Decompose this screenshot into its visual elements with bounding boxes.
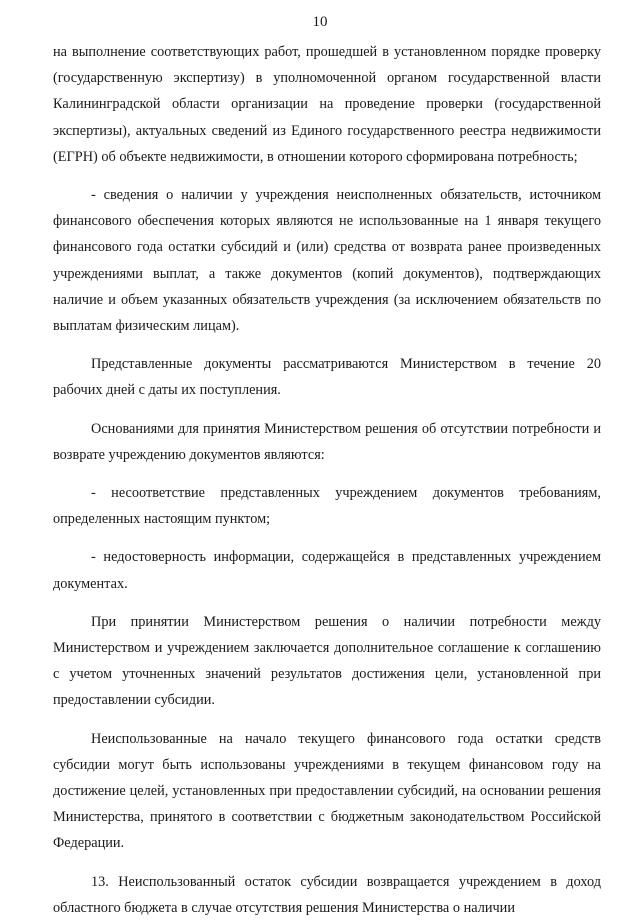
paragraph-review-period: Представленные документы рассматриваются Министерством в течение 20 рабочих дней с даты их поступления.	[53, 356, 601, 399]
document-body	[53, 39, 601, 921]
page-number: 10	[312, 14, 328, 30]
paragraph-additional-agreement: При принятии Министерством решения о наличии потребности между Министерством и учреждением заключается дополнительное соглашение к соглашению с учетом уточненных значений результатов достижения цели, установленной при предоставлении субсидии.	[53, 613, 601, 709]
paragraph-ground-nonconformity: - несоответствие представленных учреждением документов требованиям, определенных настоящим пунктом;	[53, 485, 601, 528]
paragraph-refusal-grounds: Основаниями для принятия Министерством решения об отсутствии потребности и возврате учреждению документов являются:	[53, 420, 601, 463]
paragraph-clause-13: 13. Неиспользованный остаток субсидии возвращается учреждением в доход областного бюджета в случае отсутствия решения Министерства о наличии	[53, 873, 601, 916]
paragraph-ground-unreliability: - недостоверность информации, содержащейся в представленных учреждением документах.	[53, 549, 601, 592]
paragraph-unused-balances: Неиспользованные на начало текущего финансового года остатки средств субсидии могут быть использованы учреждениями в текущем финансовом году на достижение целей, установленных при предоставлении субсидий, на основании решения Министерства, принятого в соответствии с бюджетным законодательством Российской Федерации.	[53, 730, 601, 852]
paragraph-obligations-info: - сведения о наличии у учреждения неисполненных обязательств, источником финансового обеспечения которых являются не использованные на 1 января текущего финансового года остатки субсидий и (или) средства от возврата ранее произведенных учреждениями выплат, а также документов (копий документов), подтверждающих наличие и объем указанных обязательств учреждения (за исключением обязательств по выплатам физическим лицам).	[53, 187, 601, 335]
paragraph-continuation: на выполнение соответствующих работ, прошедшей в установленном порядке проверку (государственную экспертизу) в уполномоченной органом государственной власти Калининградской области организации на проведение проверки (государственной экспертизы), актуальных сведений из Единого государственного реестра недвижимости (ЕГРН) об объекте недвижимости, в отношении которого сформирована потребность;	[53, 44, 601, 165]
